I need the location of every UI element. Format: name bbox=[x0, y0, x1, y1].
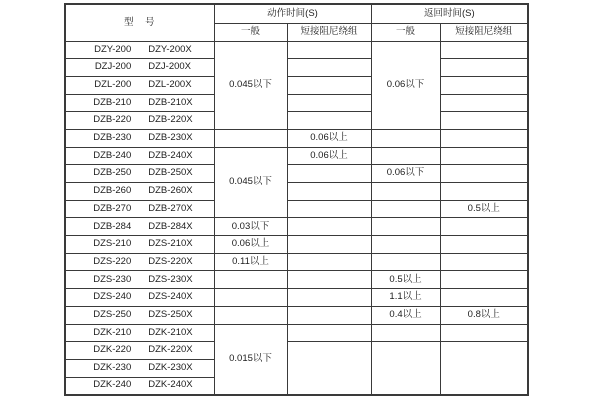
table-row bbox=[65, 342, 528, 360]
table-row bbox=[65, 253, 528, 271]
model-pair bbox=[66, 168, 214, 178]
action-general-cell: 0.11以上 bbox=[214, 253, 287, 271]
model-cell bbox=[65, 76, 214, 94]
return-damped-cell bbox=[440, 41, 528, 59]
model-name-x-variant: DZB-210X bbox=[148, 96, 193, 108]
model-cell bbox=[65, 112, 214, 130]
model-cell bbox=[65, 41, 214, 59]
return-general-cell bbox=[371, 324, 440, 342]
model-pair bbox=[66, 186, 214, 196]
model-cell bbox=[65, 324, 214, 342]
table-row bbox=[65, 76, 528, 94]
model-pair bbox=[66, 363, 214, 373]
model-name-x-variant: DZB-220X bbox=[148, 114, 193, 126]
model-pair bbox=[66, 292, 214, 302]
model-name-x-variant: DZS-250X bbox=[148, 308, 193, 320]
model-pair bbox=[66, 98, 214, 108]
spec-table-header bbox=[65, 4, 528, 41]
return-general-cell bbox=[371, 342, 440, 395]
model-pair bbox=[66, 151, 214, 161]
action-damped-cell bbox=[287, 306, 371, 324]
model-name-x-variant: DZL-200X bbox=[148, 79, 192, 90]
model-name-base: DZK-240 bbox=[93, 379, 132, 391]
action-damped-cell: 0.06以上 bbox=[287, 147, 371, 165]
spec-table-body bbox=[65, 41, 528, 395]
table-row bbox=[65, 236, 528, 254]
action-general-cell: 0.045以下 bbox=[214, 41, 287, 129]
return-general-cell: 0.5以上 bbox=[371, 271, 440, 289]
action-damped-cell bbox=[287, 59, 371, 77]
action-damped-cell bbox=[287, 76, 371, 94]
model-pair bbox=[66, 62, 214, 72]
model-cell bbox=[65, 342, 214, 360]
return-damped-cell bbox=[440, 165, 528, 183]
action-general-cell: 0.015以下 bbox=[214, 324, 287, 395]
model-name-x-variant: DZS-230X bbox=[148, 273, 193, 285]
return-damped-cell bbox=[440, 112, 528, 130]
action-damped-cell bbox=[287, 94, 371, 112]
model-cell bbox=[65, 271, 214, 289]
header-action-time: 动作时间(S) bbox=[214, 4, 371, 23]
model-name-base: DZS-220 bbox=[93, 255, 132, 267]
action-general-cell bbox=[214, 129, 287, 147]
return-damped-cell bbox=[440, 218, 528, 236]
action-damped-cell bbox=[287, 253, 371, 271]
model-name-base: DZS-210 bbox=[93, 238, 132, 250]
model-name-base: DZS-250 bbox=[93, 308, 132, 320]
model-name-base: DZS-240 bbox=[93, 291, 132, 303]
model-cell bbox=[65, 306, 214, 324]
return-damped-cell bbox=[440, 271, 528, 289]
model-cell bbox=[65, 165, 214, 183]
table-row bbox=[65, 59, 528, 77]
return-damped-cell bbox=[440, 76, 528, 94]
action-damped-cell bbox=[287, 342, 371, 395]
model-name-base: DZJ-200 bbox=[94, 61, 132, 73]
return-general-cell: 0.06以下 bbox=[371, 41, 440, 129]
action-damped-cell bbox=[287, 289, 371, 307]
model-name-base: DZS-230 bbox=[93, 273, 132, 285]
table-row bbox=[65, 289, 528, 307]
model-name-base: DZB-270 bbox=[93, 202, 132, 214]
return-damped-cell bbox=[440, 94, 528, 112]
return-general-cell bbox=[371, 147, 440, 165]
return-general-cell: 0.06以下 bbox=[371, 165, 440, 183]
subheader-action-general: 一般 bbox=[214, 23, 287, 41]
model-pair bbox=[66, 80, 214, 90]
model-name-x-variant: DZS-210X bbox=[148, 238, 193, 250]
action-damped-cell bbox=[287, 236, 371, 254]
table-row bbox=[65, 183, 528, 201]
model-cell bbox=[65, 200, 214, 218]
model-name-base: DZK-210 bbox=[93, 326, 132, 338]
header-return-time: 返回时间(S) bbox=[371, 4, 528, 23]
table-row bbox=[65, 147, 528, 165]
return-general-cell: 0.4以上 bbox=[371, 306, 440, 324]
model-pair bbox=[66, 257, 214, 267]
model-cell bbox=[65, 218, 214, 236]
return-general-cell: 1.1以上 bbox=[371, 289, 440, 307]
model-name-x-variant: DZK-210X bbox=[148, 326, 193, 338]
model-pair bbox=[66, 239, 214, 249]
model-cell bbox=[65, 359, 214, 377]
table-row bbox=[65, 271, 528, 289]
return-damped-cell: 0.8以上 bbox=[440, 306, 528, 324]
model-name-base: DZL-200 bbox=[94, 79, 132, 90]
model-name-x-variant: DZB-250X bbox=[148, 167, 193, 179]
model-name-base: DZB-250 bbox=[93, 167, 132, 179]
action-general-cell: 0.06以上 bbox=[214, 236, 287, 254]
return-damped-cell bbox=[440, 342, 528, 395]
model-pair bbox=[66, 115, 214, 125]
model-name-x-variant: DZB-260X bbox=[148, 185, 193, 197]
model-name-base: DZK-220 bbox=[93, 344, 132, 356]
model-name-x-variant: DZY-200X bbox=[148, 43, 192, 55]
model-name-x-variant: DZB-284X bbox=[148, 220, 193, 232]
return-damped-cell: 0.5以上 bbox=[440, 200, 528, 218]
model-pair bbox=[66, 204, 214, 214]
action-damped-cell bbox=[287, 112, 371, 130]
model-name-base: DZB-284 bbox=[93, 220, 132, 232]
model-pair bbox=[66, 310, 214, 320]
model-cell bbox=[65, 253, 214, 271]
return-general-cell bbox=[371, 253, 440, 271]
table-row bbox=[65, 94, 528, 112]
action-general-cell bbox=[214, 306, 287, 324]
model-name-x-variant: DZB-240X bbox=[148, 149, 193, 161]
model-name-base: DZB-210 bbox=[93, 96, 132, 108]
model-cell bbox=[65, 183, 214, 201]
model-name-base: DZY-200 bbox=[94, 43, 132, 55]
action-damped-cell: 0.06以上 bbox=[287, 129, 371, 147]
model-name-x-variant: DZK-240X bbox=[148, 379, 193, 391]
table-row bbox=[65, 306, 528, 324]
subheader-return-general: 一般 bbox=[371, 23, 440, 41]
table-row bbox=[65, 41, 528, 59]
model-pair bbox=[66, 222, 214, 232]
model-name-base: DZB-230 bbox=[93, 132, 132, 144]
action-damped-cell bbox=[287, 271, 371, 289]
action-general-cell: 0.03以下 bbox=[214, 218, 287, 236]
model-cell bbox=[65, 94, 214, 112]
action-general-cell: 0.045以下 bbox=[214, 147, 287, 218]
model-name-x-variant: DZJ-200X bbox=[148, 61, 192, 73]
model-pair bbox=[66, 345, 214, 355]
model-pair bbox=[66, 328, 214, 338]
return-damped-cell bbox=[440, 129, 528, 147]
model-name-base: DZB-220 bbox=[93, 114, 132, 126]
table-row bbox=[65, 324, 528, 342]
return-damped-cell bbox=[440, 236, 528, 254]
table-row bbox=[65, 112, 528, 130]
return-damped-cell bbox=[440, 289, 528, 307]
action-general-cell bbox=[214, 271, 287, 289]
model-name-x-variant: DZS-220X bbox=[148, 255, 193, 267]
action-damped-cell bbox=[287, 218, 371, 236]
model-name-base: DZB-240 bbox=[93, 149, 132, 161]
return-general-cell bbox=[371, 236, 440, 254]
header-row-1 bbox=[65, 4, 528, 23]
model-name-x-variant: DZB-230X bbox=[148, 132, 193, 144]
action-damped-cell bbox=[287, 183, 371, 201]
action-damped-cell bbox=[287, 41, 371, 59]
model-pair bbox=[66, 133, 214, 143]
model-name-x-variant: DZB-270X bbox=[148, 202, 193, 214]
model-name-base: DZB-260 bbox=[93, 185, 132, 197]
header-model: 型 号 bbox=[65, 4, 214, 41]
action-damped-cell bbox=[287, 324, 371, 342]
table-row bbox=[65, 165, 528, 183]
table-row bbox=[65, 218, 528, 236]
return-general-cell bbox=[371, 200, 440, 218]
return-damped-cell bbox=[440, 147, 528, 165]
table-row bbox=[65, 200, 528, 218]
return-general-cell bbox=[371, 183, 440, 201]
action-damped-cell bbox=[287, 200, 371, 218]
model-pair bbox=[66, 275, 214, 285]
return-general-cell bbox=[371, 218, 440, 236]
return-damped-cell bbox=[440, 253, 528, 271]
model-cell bbox=[65, 129, 214, 147]
model-name-x-variant: DZK-220X bbox=[148, 344, 193, 356]
return-damped-cell bbox=[440, 183, 528, 201]
model-name-x-variant: DZK-230X bbox=[148, 362, 193, 373]
model-pair bbox=[66, 380, 214, 390]
model-pair bbox=[66, 45, 214, 55]
return-damped-cell bbox=[440, 59, 528, 77]
return-general-cell bbox=[371, 129, 440, 147]
model-cell bbox=[65, 59, 214, 77]
table-row bbox=[65, 129, 528, 147]
model-name-base: DZK-230 bbox=[93, 362, 132, 373]
action-damped-cell bbox=[287, 165, 371, 183]
model-cell bbox=[65, 147, 214, 165]
subheader-action-damped: 短接阻尼绕组 bbox=[287, 23, 371, 41]
model-cell bbox=[65, 236, 214, 254]
model-cell bbox=[65, 289, 214, 307]
model-cell bbox=[65, 377, 214, 395]
subheader-return-damped: 短接阻尼绕组 bbox=[440, 23, 528, 41]
model-name-x-variant: DZS-240X bbox=[148, 291, 193, 303]
action-general-cell bbox=[214, 289, 287, 307]
return-damped-cell bbox=[440, 324, 528, 342]
spec-table bbox=[64, 3, 529, 396]
